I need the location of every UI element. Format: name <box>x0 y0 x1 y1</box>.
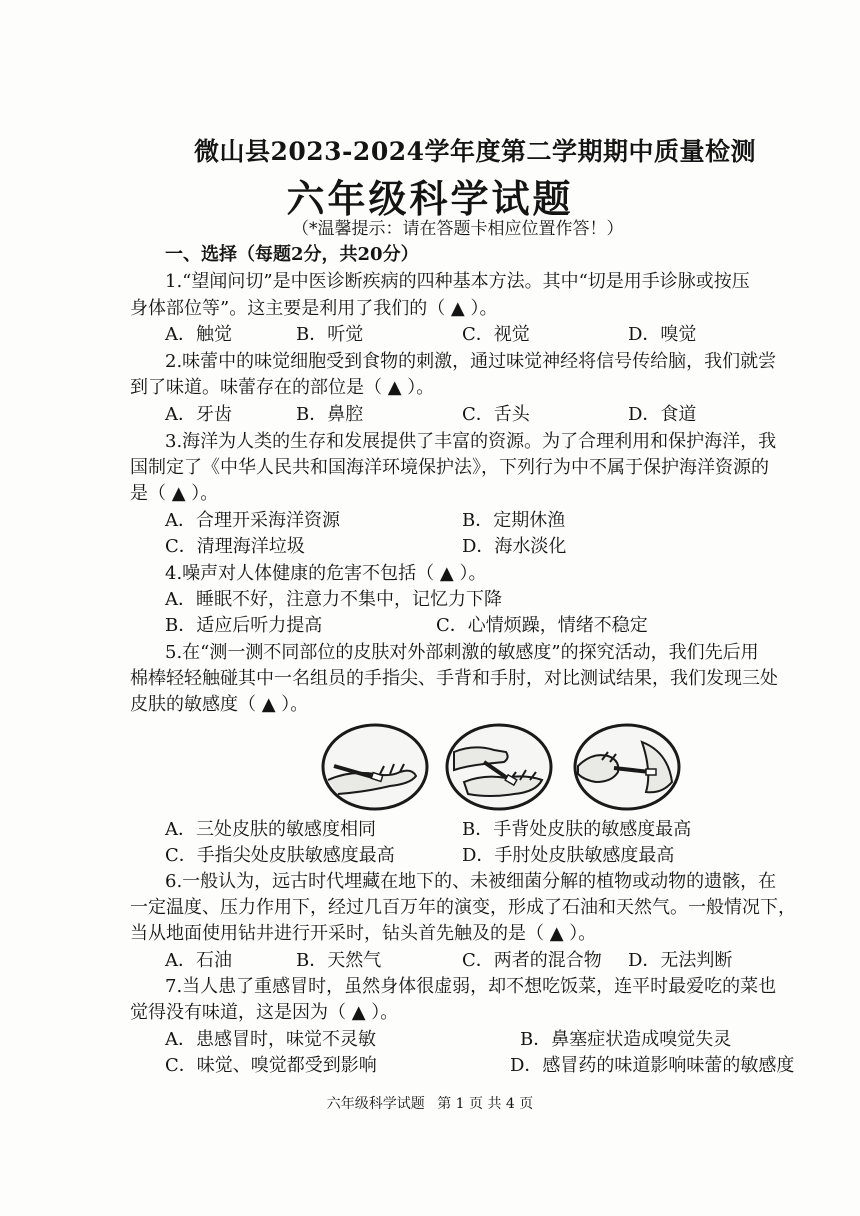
q7-line-1: 7.当人患了重感冒时，虽然身体很虚弱，却不想吃饭菜，连平时最爱吃的菜也 <box>165 976 777 997</box>
q3-option-b: B．定期休渔 <box>462 510 566 531</box>
exam-title: 微山县2023-2024学年度第二学期期中质量检测 <box>193 137 757 166</box>
q4-line-1: 4.噪声对人体健康的危害不包括（ ▲ ）。 <box>165 563 487 584</box>
q1-option-a: A．触觉 <box>165 324 232 345</box>
elbow-test-illustration <box>572 722 682 812</box>
q6-option-c: C．两者的混合物 <box>462 950 602 971</box>
q6-line-2: 一定温度、压力作用下，经过几百万年的演变，形成了石油和天然气。一般情况下， <box>130 897 796 918</box>
footer-subject: 六年级科学试题 <box>326 1096 425 1112</box>
q3-line-2: 国制定了《中华人民共和国海洋环境保护法》，下列行为中不属于保护海洋资源的 <box>130 457 769 478</box>
q3-line-3: 是（ ▲ ）。 <box>130 483 219 504</box>
q4-option-a: A．睡眠不好，注意力不集中，记忆力下降 <box>165 589 502 610</box>
q1-line-2: 身体部位等”。这主要是利用了我们的（ ▲ ）。 <box>130 298 498 319</box>
exam-subtitle: 六年级科学试题 <box>286 176 574 221</box>
q2-option-a: A．牙齿 <box>165 404 232 425</box>
q3-option-c: C．清理海洋垃圾 <box>165 536 305 557</box>
q2-option-b: B．鼻腔 <box>296 404 364 425</box>
q5-option-d: D．手肘处皮肤敏感度最高 <box>462 845 675 866</box>
q1-line-1: 1.“望闻问切”是中医诊断疾病的四种基本方法。其中“切是用手诊脉或按压 <box>165 271 750 292</box>
page-footer <box>0 1093 860 1113</box>
back-of-hand-test-illustration <box>444 722 554 812</box>
q6-option-b: B．天然气 <box>296 950 382 971</box>
q3-option-d: D．海水淡化 <box>462 536 567 557</box>
q2-line-2: 到了味道。味蕾存在的部位是（ ▲ ）。 <box>130 377 435 398</box>
q4-option-c: C．心情烦躁，情绪不稳定 <box>436 615 648 636</box>
q1-option-d: D．嗅觉 <box>628 324 697 345</box>
q7-option-c: C．味觉、嗅觉都受到影响 <box>165 1055 377 1076</box>
q7-line-2: 觉得没有味道，这是因为（ ▲ ）。 <box>130 1002 399 1023</box>
q5-option-c: C．手指尖处皮肤敏感度最高 <box>165 845 395 866</box>
q7-option-d: D．感冒药的味道影响味蕾的敏感度 <box>510 1055 795 1076</box>
q1-option-c: C．视觉 <box>462 324 530 345</box>
q2-option-d: D．食道 <box>628 404 697 425</box>
q3-option-a: A．合理开采海洋资源 <box>165 510 340 531</box>
q5-line-3: 皮肤的敏感度（ ▲ ）。 <box>130 694 309 715</box>
answer-hint: （*温馨提示：请在答题卡相应位置作答！） <box>292 219 624 239</box>
q2-option-c: C．舌头 <box>462 404 530 425</box>
q6-option-d: D．无法判断 <box>628 950 733 971</box>
q5-option-b: B．手背处皮肤的敏感度最高 <box>462 819 692 840</box>
q6-line-1: 6.一般认为，远古时代埋藏在地下的、未被细菌分解的植物或动物的遗骸，在 <box>165 871 777 892</box>
fingertip-test-illustration <box>320 722 430 812</box>
q3-line-1: 3.海洋为人类的生存和发展提供了丰富的资源。为了合理利用和保护海洋，我 <box>165 431 777 452</box>
q6-line-3: 当从地面使用钻井进行开采时，钻头首先触及的是（ ▲ ）。 <box>130 923 597 944</box>
q7-option-a: A．患感冒时，味觉不灵敏 <box>165 1029 376 1050</box>
footer-page-number: 第 1 页 共 4 页 <box>437 1096 534 1112</box>
q6-option-a: A．石油 <box>165 950 232 971</box>
q5-line-2: 棉棒轻轻触碰其中一名组员的手指尖、手背和手肘，对比测试结果，我们发现三处 <box>130 668 778 689</box>
section-heading: 一、选择（每题2分，共20分） <box>165 244 419 265</box>
q5-option-a: A．三处皮肤的敏感度相同 <box>165 819 376 840</box>
q7-option-b: B．鼻塞症状造成嗅觉失灵 <box>520 1029 732 1050</box>
q2-line-1: 2.味蕾中的味觉细胞受到食物的刺激，通过味觉神经将信号传给脑，我们就尝 <box>165 351 777 372</box>
q1-option-b: B．听觉 <box>296 324 364 345</box>
q4-option-b: B．适应后听力提高 <box>165 615 323 636</box>
q5-line-1: 5.在“测一测不同部位的皮肤对外部刺激的敏感度”的探究活动，我们先后用 <box>165 642 759 663</box>
